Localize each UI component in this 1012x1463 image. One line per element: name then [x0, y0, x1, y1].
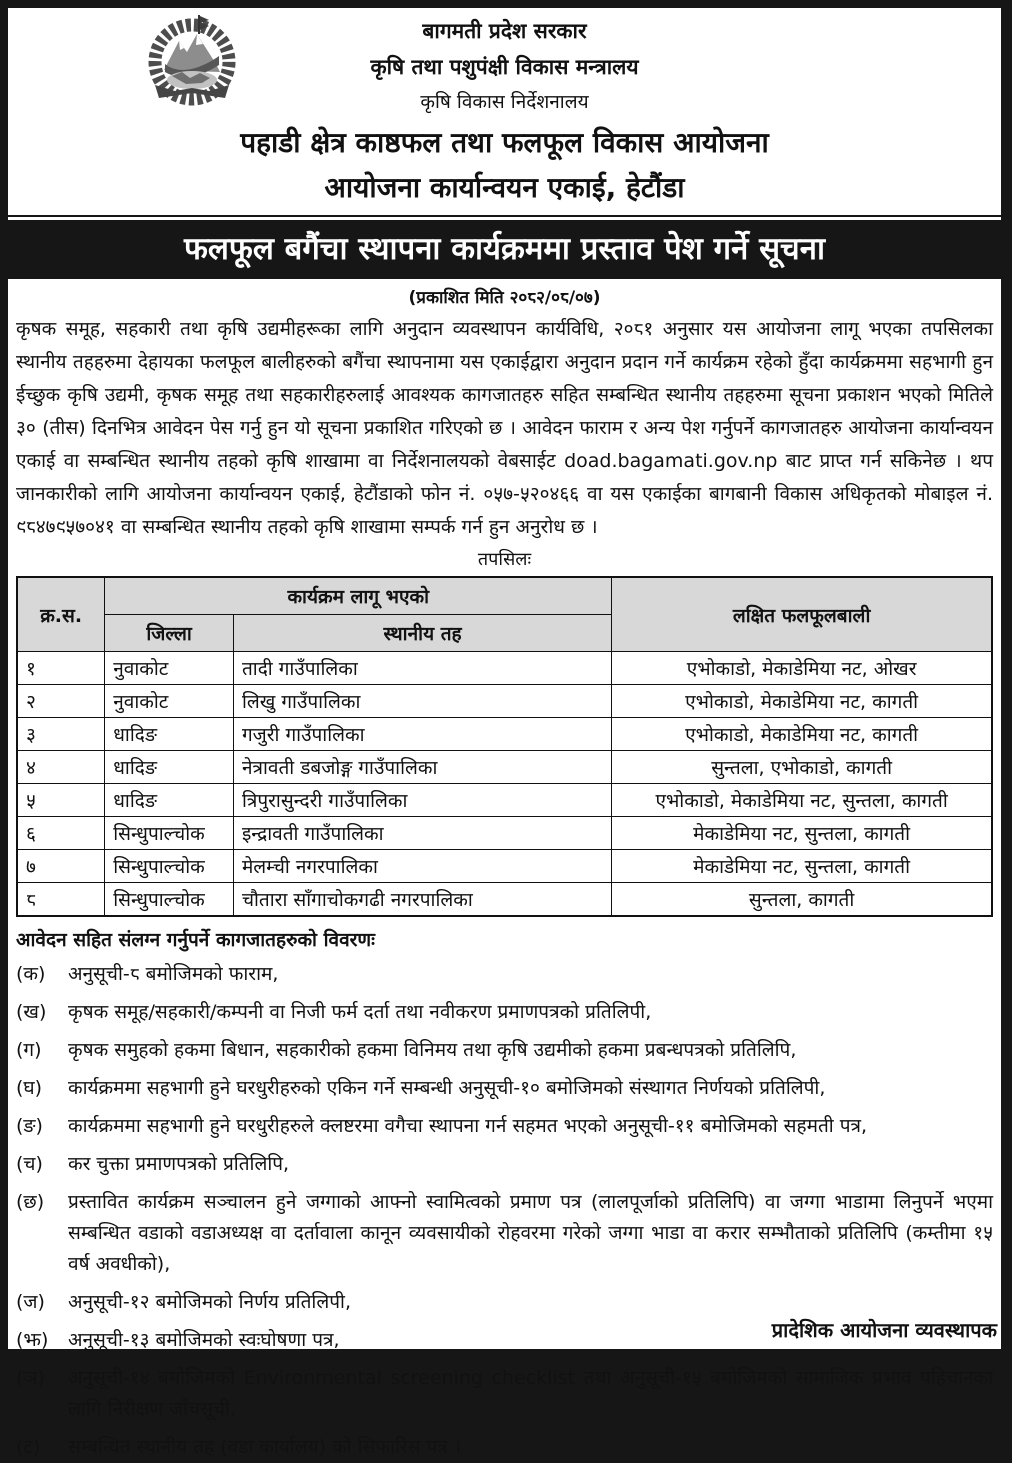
document-list-item: [16, 1432, 993, 1463]
nepal-government-emblem-icon: [142, 12, 242, 112]
cell-local-level: तादी गाउँपालिका: [233, 652, 611, 685]
document-item-label: (क): [16, 963, 46, 985]
cell-district: सिन्धुपाल्चोक: [105, 817, 234, 850]
cell-crops: मेकाडेमिया नट, सुन्तला, कागती: [612, 850, 992, 883]
table-row: [17, 685, 992, 718]
document-item-text: कार्यक्रममा सहभागी हुने घरधुरीहरुले क्लष्टरमा वगैचा स्थापना गर्न सहमत भएको अनुसूची-११ बमोजिमको सहमती पत्र,: [68, 1115, 868, 1137]
cell-district: धादिङ: [105, 718, 234, 751]
document-item-label: (ख): [16, 1001, 47, 1023]
document-list-item: [16, 1187, 993, 1280]
document-item-text: कृषक समूह/सहकारी/कम्पनी वा निजी फर्म दर्ता तथा नवीकरण प्रमाणपत्रको प्रतिलिपी,: [68, 1001, 652, 1023]
document-item-text: सम्बन्धित स्थानीय तह (वडा कार्यालय) को सिफारिस पत्र ।: [68, 1436, 462, 1458]
cell-district: नुवाकोट: [105, 685, 234, 718]
cell-crops: एभोकाडो, मेकाडेमिया नट, कागती: [612, 685, 992, 718]
document-item-label: (ग): [16, 1039, 42, 1061]
cell-crops: सुन्तला, कागती: [612, 883, 992, 917]
table-row: [17, 751, 992, 784]
header-crops: लक्षित फलफूलबाली: [612, 577, 992, 652]
table-row: [17, 883, 992, 917]
header-district: जिल्ला: [105, 615, 234, 652]
document-list-item: [16, 1073, 993, 1104]
ministry-name: कृषि तथा पशुपंक्षी विकास मन्त्रालय: [370, 55, 639, 79]
cell-crops: सुन्तला, एभोकाडो, कागती: [612, 751, 992, 784]
document-item-text: कार्यक्रममा सहभागी हुने घरधुरीहरुको एकिन गर्ने सम्बन्धी अनुसूची-१० बमोजिमको संस्थागत निर्णयको प्रतिलिपी,: [68, 1077, 826, 1099]
document-item-label: (छ): [16, 1191, 45, 1213]
document-item-label: (ट): [16, 1436, 41, 1458]
table-header: [17, 577, 992, 652]
document-item-label: (घ): [16, 1077, 43, 1099]
cell-sn: १: [17, 652, 105, 685]
document-item-text: अनुसूची-८ बमोजिमको फाराम,: [68, 963, 279, 985]
table-row: [17, 652, 992, 685]
document-item-label: (ञ): [16, 1367, 45, 1389]
document-item-label: (च): [16, 1153, 43, 1175]
cell-district: धादिङ: [105, 751, 234, 784]
cell-district: धादिङ: [105, 784, 234, 817]
published-date: (प्रकाशित मिति २०८२/०८/०७): [408, 288, 601, 308]
cell-sn: २: [17, 685, 105, 718]
document-item-label: (ङ): [16, 1115, 43, 1137]
document-list-item: [16, 1363, 993, 1425]
cell-sn: ८: [17, 883, 105, 917]
documents-heading: आवेदन सहित संलग्न गर्नुपर्ने कागजातहरुको विवरणः: [16, 929, 375, 951]
cell-crops: एभोकाडो, मेकाडेमिया नट, कागती: [612, 718, 992, 751]
cell-crops: एभोकाडो, मेकाडेमिया नट, ओखर: [612, 652, 992, 685]
cell-local-level: चौतारा साँगाचोकगढी नगरपालिका: [233, 883, 611, 917]
cell-sn: ३: [17, 718, 105, 751]
project-name: पहाडी क्षेत्र काष्ठफल तथा फलफूल विकास आयोजना: [240, 126, 769, 159]
cell-district: नुवाकोट: [105, 652, 234, 685]
cell-local-level: गजुरी गाउँपालिका: [233, 718, 611, 751]
directorate-name: कृषि विकास निर्देशनालय: [420, 91, 589, 113]
document-list-item: [16, 997, 993, 1028]
cell-sn: ६: [17, 817, 105, 850]
signature-title: प्रादेशिक आयोजना व्यवस्थापक: [771, 1318, 997, 1342]
header-program-group: कार्यक्रम लागू भएको: [105, 577, 612, 615]
letterhead: [14, 10, 995, 206]
cell-sn: ५: [17, 784, 105, 817]
document-list-item: [16, 1111, 993, 1142]
document-list-item: [16, 1149, 993, 1180]
document-item-label: (ज): [16, 1291, 45, 1313]
document-item-text: प्रस्तावित कार्यक्रम सञ्चालन हुने जग्गाको आफ्नो स्वामित्वको प्रमाण पत्र (लालपूर्जाको प्रतिलिपि) वा जग्गा भाडामा लिनुपर्ने भएमा सम्बन्धित वडाको वडाअध्यक्ष वा दर्तावाला कानून व्यवसायीको रोहवरमा गरेको जग्गा भाडा वा करार सम्भौताको प्रतिलिपि (कम्तीमा १५ वर्ष अवधीको),: [68, 1191, 993, 1275]
cell-local-level: लिखु गाउँपालिका: [233, 685, 611, 718]
cell-district: सिन्धुपाल्चोक: [105, 883, 234, 917]
implementation-unit-name: आयोजना कार्यान्वयन एकाई, हेटौंडा: [324, 171, 685, 204]
document-item-text: कर चुक्ता प्रमाणपत्रको प्रतिलिपि,: [68, 1153, 290, 1175]
cell-local-level: इन्द्रावती गाउँपालिका: [233, 817, 611, 850]
header-local-level: स्थानीय तह: [233, 615, 611, 652]
table-row: [17, 850, 992, 883]
cell-local-level: त्रिपुरासुन्दरी गाउँपालिका: [233, 784, 611, 817]
government-name: बागमती प्रदेश सरकार: [422, 19, 587, 43]
notice-body-paragraph: कृषक समूह, सहकारी तथा कृषि उद्यमीहरूका लागि अनुदान व्यवस्थापन कार्यविधि, २०८१ अनुसार यस आयोजना लागू भएका तपसिलका स्थानीय तहहरुमा देहायका फलफूल बालीहरुको बगैंचा स्थापनामा यस एकाईद्वारा अनुदान प्रदान गर्ने कार्यक्रम रहेको हुँदा कार्यक्रममा सहभागी हुन ईच्छुक कृषि उद्यमी, कृषक समूह तथा सहकारीहरुलाई आवश्यक कागजातहरु सहित सम्बन्धित स्थानीय तहहरुमा सूचना प्रकाशन भएको मितिले ३० (तीस) दिनभित्र आवेदन पेस गर्नु हुन यो सूचना प्रकाशित गरिएको छ । आवेदन फाराम र अन्य पेश गर्नुपर्ने कागजातहरु आयोजना कार्यान्वयन एकाई वा सम्बन्धित स्थानीय तहको कृषि शाखामा वा निर्देशनालयको वेबसाईट doad.bagamati.gov.np बाट प्राप्त गर्न सकिनेछ । थप जानकारीको लागि आयोजना कार्यान्वयन एकाई, हेटौंडाको फोन नं. ०५७-५२०४६६ वा यस एकाईका बागबानी विकास अधिकृतको मोबाइल नं. ९८४७९५७०४१ वा सम्बन्धित स्थानीय तहको कृषि शाखामा सम्पर्क गर्न हुन अनुरोध छ ।: [16, 318, 993, 538]
document-item-text: अनुसूची-१३ बमोजिमको स्वःघोषणा पत्र,: [68, 1329, 340, 1351]
document-item-text: कृषक समुहको हकमा बिधान, सहकारीको हकमा विनिमय तथा कृषि उद्यमीको हकमा प्रबन्धपत्रको प्रतिलिपि,: [68, 1039, 797, 1061]
tapasil-label: तपसिलः: [477, 549, 532, 570]
cell-crops: मेकाडेमिया नट, सुन्तला, कागती: [612, 817, 992, 850]
cell-sn: ७: [17, 850, 105, 883]
cell-crops: एभोकाडो, मेकाडेमिया नट, सुन्तला, कागती: [612, 784, 992, 817]
document-item-text: अनुसूची-१२ बमोजिमको निर्णय प्रतिलिपी,: [68, 1291, 351, 1313]
document-item-text: अनुसूची-१४ बमोजिमको Environmental screening checklist तथा अनुसूची-१५ बमोजिमको सामाजिक प्रभाव पहिचानका लागि निरीक्षण जाँचसूची,: [68, 1367, 993, 1420]
cell-sn: ४: [17, 751, 105, 784]
notice-title-banner: फलफूल बगैंचा स्थापना कार्यक्रममा प्रस्ताव पेश गर्ने सूचना: [8, 220, 1001, 279]
document-list-item: [16, 1287, 993, 1318]
document-page: [8, 8, 1001, 1458]
cell-local-level: नेत्रावती डबजोङ्ग गाउँपालिका: [233, 751, 611, 784]
document-item-label: (झ): [16, 1329, 49, 1351]
document-list-item: [16, 959, 993, 990]
cell-district: सिन्धुपाल्चोक: [105, 850, 234, 883]
table-row: [17, 784, 992, 817]
program-local-levels-table: [16, 576, 993, 917]
cell-local-level: मेलम्ची नगरपालिका: [233, 850, 611, 883]
document-list-item: [16, 1035, 993, 1066]
table-row: [17, 817, 992, 850]
table-row: [17, 718, 992, 751]
header-sn: क्र.स.: [17, 577, 105, 652]
header-divider: [8, 215, 1001, 217]
